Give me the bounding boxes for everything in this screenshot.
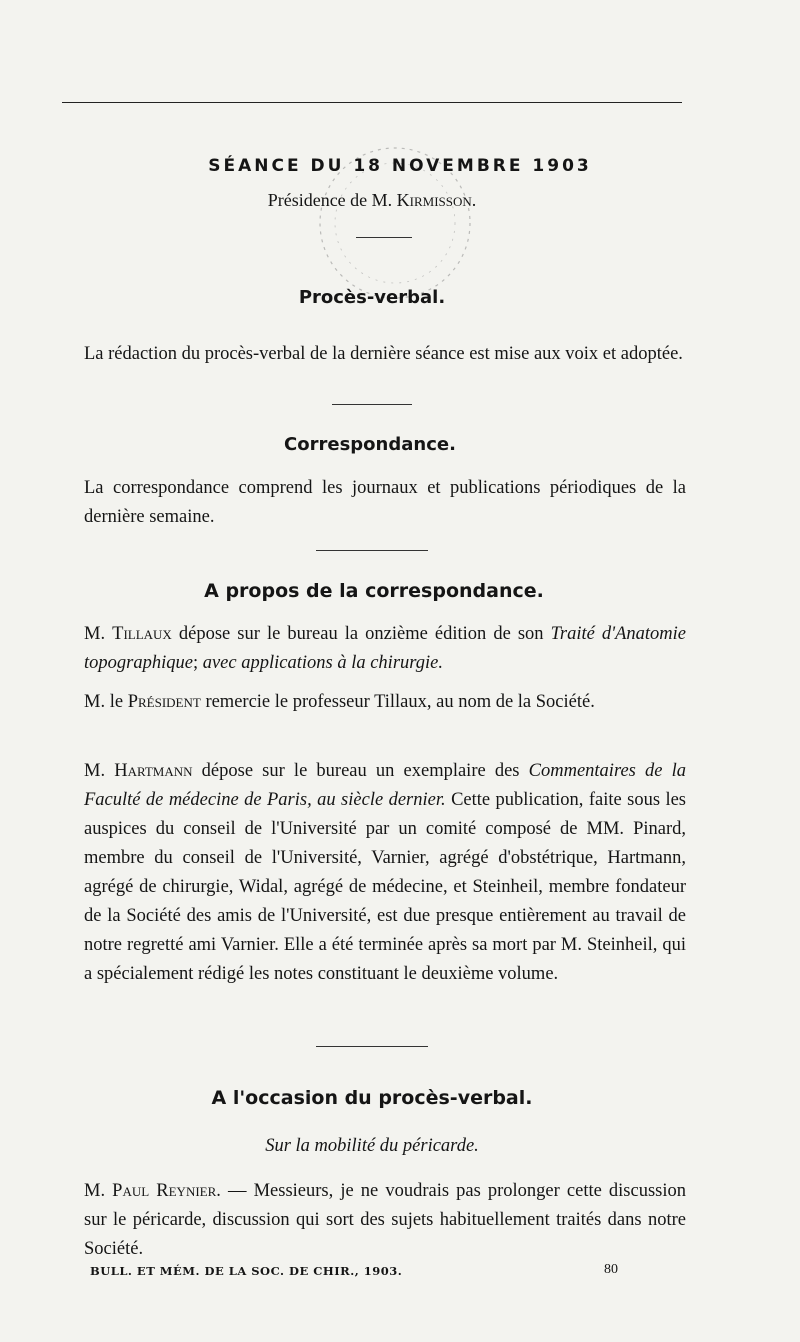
reynier-text: — Messieurs, je ne voudrais pas prolonger cette discussion sur le péricarde, discussion qui sort des sujets habituellement traités dans notre Société. [84,1181,686,1259]
tillaux-separator: ; [192,653,203,673]
tillaux-book-title: Traité d'Anatomie topographique [84,624,686,673]
paragraph-reynier [84,1177,686,1264]
top-rule [62,102,682,103]
presidence-prefix: Présidence de M. [267,190,393,210]
heading-occasion: A l'occasion du procès-verbal. [211,1087,533,1109]
tillaux-prefix: M. [84,624,106,644]
reynier-name: Paul Reynier. [112,1181,221,1201]
president-text: remercie le professeur Tillaux, au nom de la Société. [200,692,595,712]
seance-title: SÉANCE DU 18 NOVEMBRE 1903 [208,156,592,176]
page-number: 80 [604,1262,618,1277]
president-title: Président [127,692,201,712]
section-rule [316,1046,428,1047]
paragraph-president [84,688,686,717]
section-rule [332,404,412,405]
president-prefix: M. le [84,692,124,712]
footer-journal: BULL. ET MÉM. DE LA SOC. DE CHIR., 1903. [90,1264,403,1278]
paragraph-hartmann [84,757,686,989]
heading-correspondance: Correspondance. [284,434,456,455]
hartmann-publication-title: Commentaires de la Faculté de médecine de Paris, au siècle dernier. [84,761,686,810]
paragraph-tillaux [84,620,686,678]
tillaux-text: dépose sur le bureau la onzième édition de son [171,624,551,644]
hartmann-rest: Cette publication, faite sous les auspices du conseil de l'Université par un comité composé de MM. Pinard, membre du conseil de l'Université, Varnier, agrégé d'obstétrique, Hartmann, agrégé de chirurgie, Widal, agrégé de médecine, et Steinheil, membre fondateur de la Société des amis de l'Université, est due presque entièrement au travail de notre regretté ami Varnier. Elle a été terminée après sa mort par M. Steinheil, qui a spécialement rédigé les notes constituant le deuxième volume. [84,790,686,984]
paragraph-correspondance [84,474,686,532]
section-rule [356,237,412,238]
hartmann-prefix: M. [84,761,106,781]
proces-verbal-text: La rédaction du procès-verbal de la dernière séance est mise aux voix et adoptée. [84,344,683,364]
heading-a-propos: A propos de la correspondance. [204,580,544,602]
hartmann-name: Hartmann [114,761,193,781]
reynier-prefix: M. [84,1181,106,1201]
paragraph-proces-verbal [84,340,686,369]
hartmann-text: dépose sur le bureau un exemplaire des [192,761,529,781]
president-name: Kirmisson. [396,190,477,210]
section-rule [316,550,428,551]
subtitle-mobilite: Sur la mobilité du péricarde. [265,1136,479,1156]
tillaux-name: Tillaux [112,624,172,644]
presidence-line [0,190,744,211]
tillaux-book-subtitle: avec applications à la chirurgie. [202,653,444,673]
correspondance-text: La correspondance comprend les journaux et publications périodiques de la dernière semaine. [84,478,686,527]
heading-proces-verbal: Procès-verbal. [298,287,446,308]
